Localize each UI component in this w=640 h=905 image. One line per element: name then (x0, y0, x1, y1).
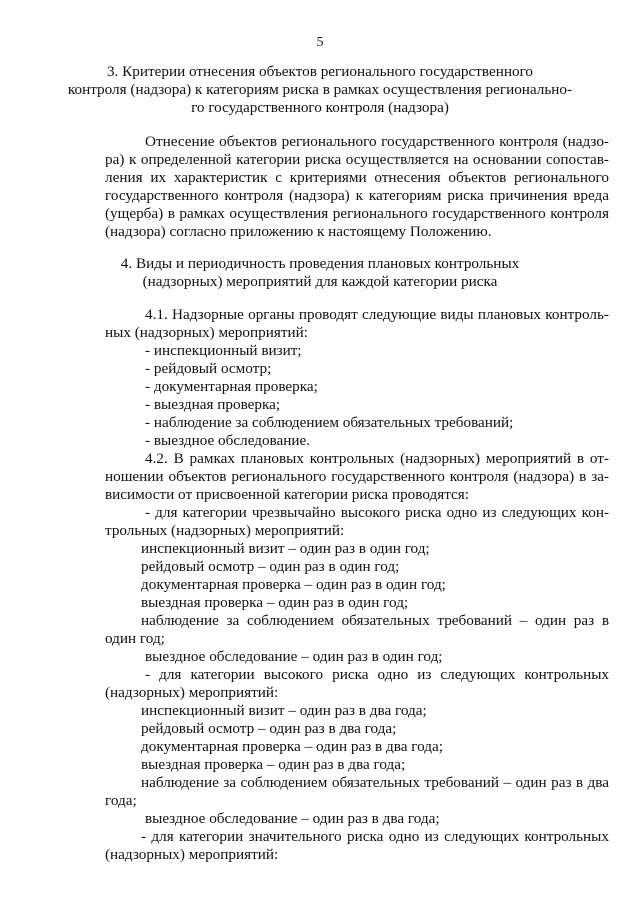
extreme-risk-item: рейдовый осмотр – один раз в один год; (141, 558, 400, 575)
section3-paragraph-line-4: государственного контроля (надзора) к категориям риска причинения вреда (105, 187, 609, 204)
section4-title-line-1: 4. Виды и периодичность проведения плановых контрольных (120, 255, 520, 272)
extreme-risk-item: документарная проверка – один раз в один год; (141, 576, 446, 593)
extreme-risk-item: выездная проверка – один раз в один год; (141, 594, 409, 611)
section3-paragraph-line-6: (надзора) согласно приложению к настоящему Положению. (105, 223, 492, 240)
significant-risk-intro-line-1: - для категории значительного риска одно из следующих контрольных (141, 828, 609, 845)
p41-list-item: - наблюдение за соблюдением обязательных требований; (145, 414, 514, 431)
p41-list-item: - выездная проверка; (145, 396, 281, 413)
p41-list-item: - инспекционный визит; (145, 342, 302, 359)
high-risk-intro-line-2: (надзорных) мероприятий: (105, 684, 279, 701)
high-risk-item: выездное обследование – один раз в два года; (145, 810, 440, 827)
significant-risk-intro-line-2: (надзорных) мероприятий: (105, 846, 279, 863)
extreme-risk-intro-line-1: - для категории чрезвычайно высокого риска одно из следующих кон- (145, 504, 609, 521)
section3-paragraph-line-5: (ущерба) в рамках осуществления регионального государственного контроля (105, 205, 609, 222)
p42-line-1: 4.2. В рамках плановых контрольных (надзорных) мероприятий в от- (145, 450, 609, 467)
page-number: 5 (316, 35, 324, 50)
section3-paragraph-line-3: ления их характеристик с критериями отнесения объектов регионального (105, 169, 609, 186)
p41-list-item: - документарная проверка; (145, 378, 318, 395)
p41-line-2: ных (надзорных) мероприятий: (105, 324, 308, 341)
section3-title-line-1: 3. Критерии отнесения объектов регионального государственного (106, 63, 534, 80)
p42-line-2: ношении объектов регионального государственного контроля (надзора) в за- (105, 468, 609, 485)
high-risk-item: наблюдение за соблюдением обязательных требований – один раз в два (141, 774, 609, 791)
extreme-risk-intro-line-2: трольных (надзорных) мероприятий: (105, 522, 345, 539)
section3-title-line-3: го государственного контроля (надзора) (191, 99, 449, 116)
p41-list-item: - выездное обследование. (145, 432, 311, 449)
high-risk-item: выездная проверка – один раз в два года; (141, 756, 406, 773)
high-risk-item: документарная проверка – один раз в два года; (141, 738, 443, 755)
extreme-risk-item: наблюдение за соблюдением обязательных требований – один раз в (141, 612, 609, 629)
section3-paragraph-line-1: Отнесение объектов регионального государственного контроля (надзо- (145, 133, 609, 150)
section4-title-line-2: (надзорных) мероприятий для каждой категории риска (142, 273, 498, 290)
extreme-risk-item: выездное обследование – один раз в один год; (145, 648, 443, 665)
p42-line-3: висимости от присвоенной категории риска проводятся: (105, 486, 469, 503)
p41-line-1: 4.1. Надзорные органы проводят следующие виды плановых контроль- (145, 306, 609, 323)
section3-paragraph-line-2: ра) к определенной категории риска осуществляется на основании сопостав- (105, 151, 609, 168)
extreme-risk-item: инспекционный визит – один раз в один год; (141, 540, 430, 557)
extreme-risk-item-continuation: один год; (105, 630, 165, 647)
section3-title-line-2: контроля (надзора) к категориям риска в рамках осуществления регионально- (67, 81, 573, 98)
p41-list-item: - рейдовый осмотр; (145, 360, 272, 377)
high-risk-item-continuation: года; (105, 792, 137, 809)
high-risk-item: рейдовый осмотр – один раз в два года; (141, 720, 397, 737)
high-risk-item: инспекционный визит – один раз в два года; (141, 702, 427, 719)
high-risk-intro-line-1: - для категории высокого риска одно из следующих контрольных (145, 666, 609, 683)
